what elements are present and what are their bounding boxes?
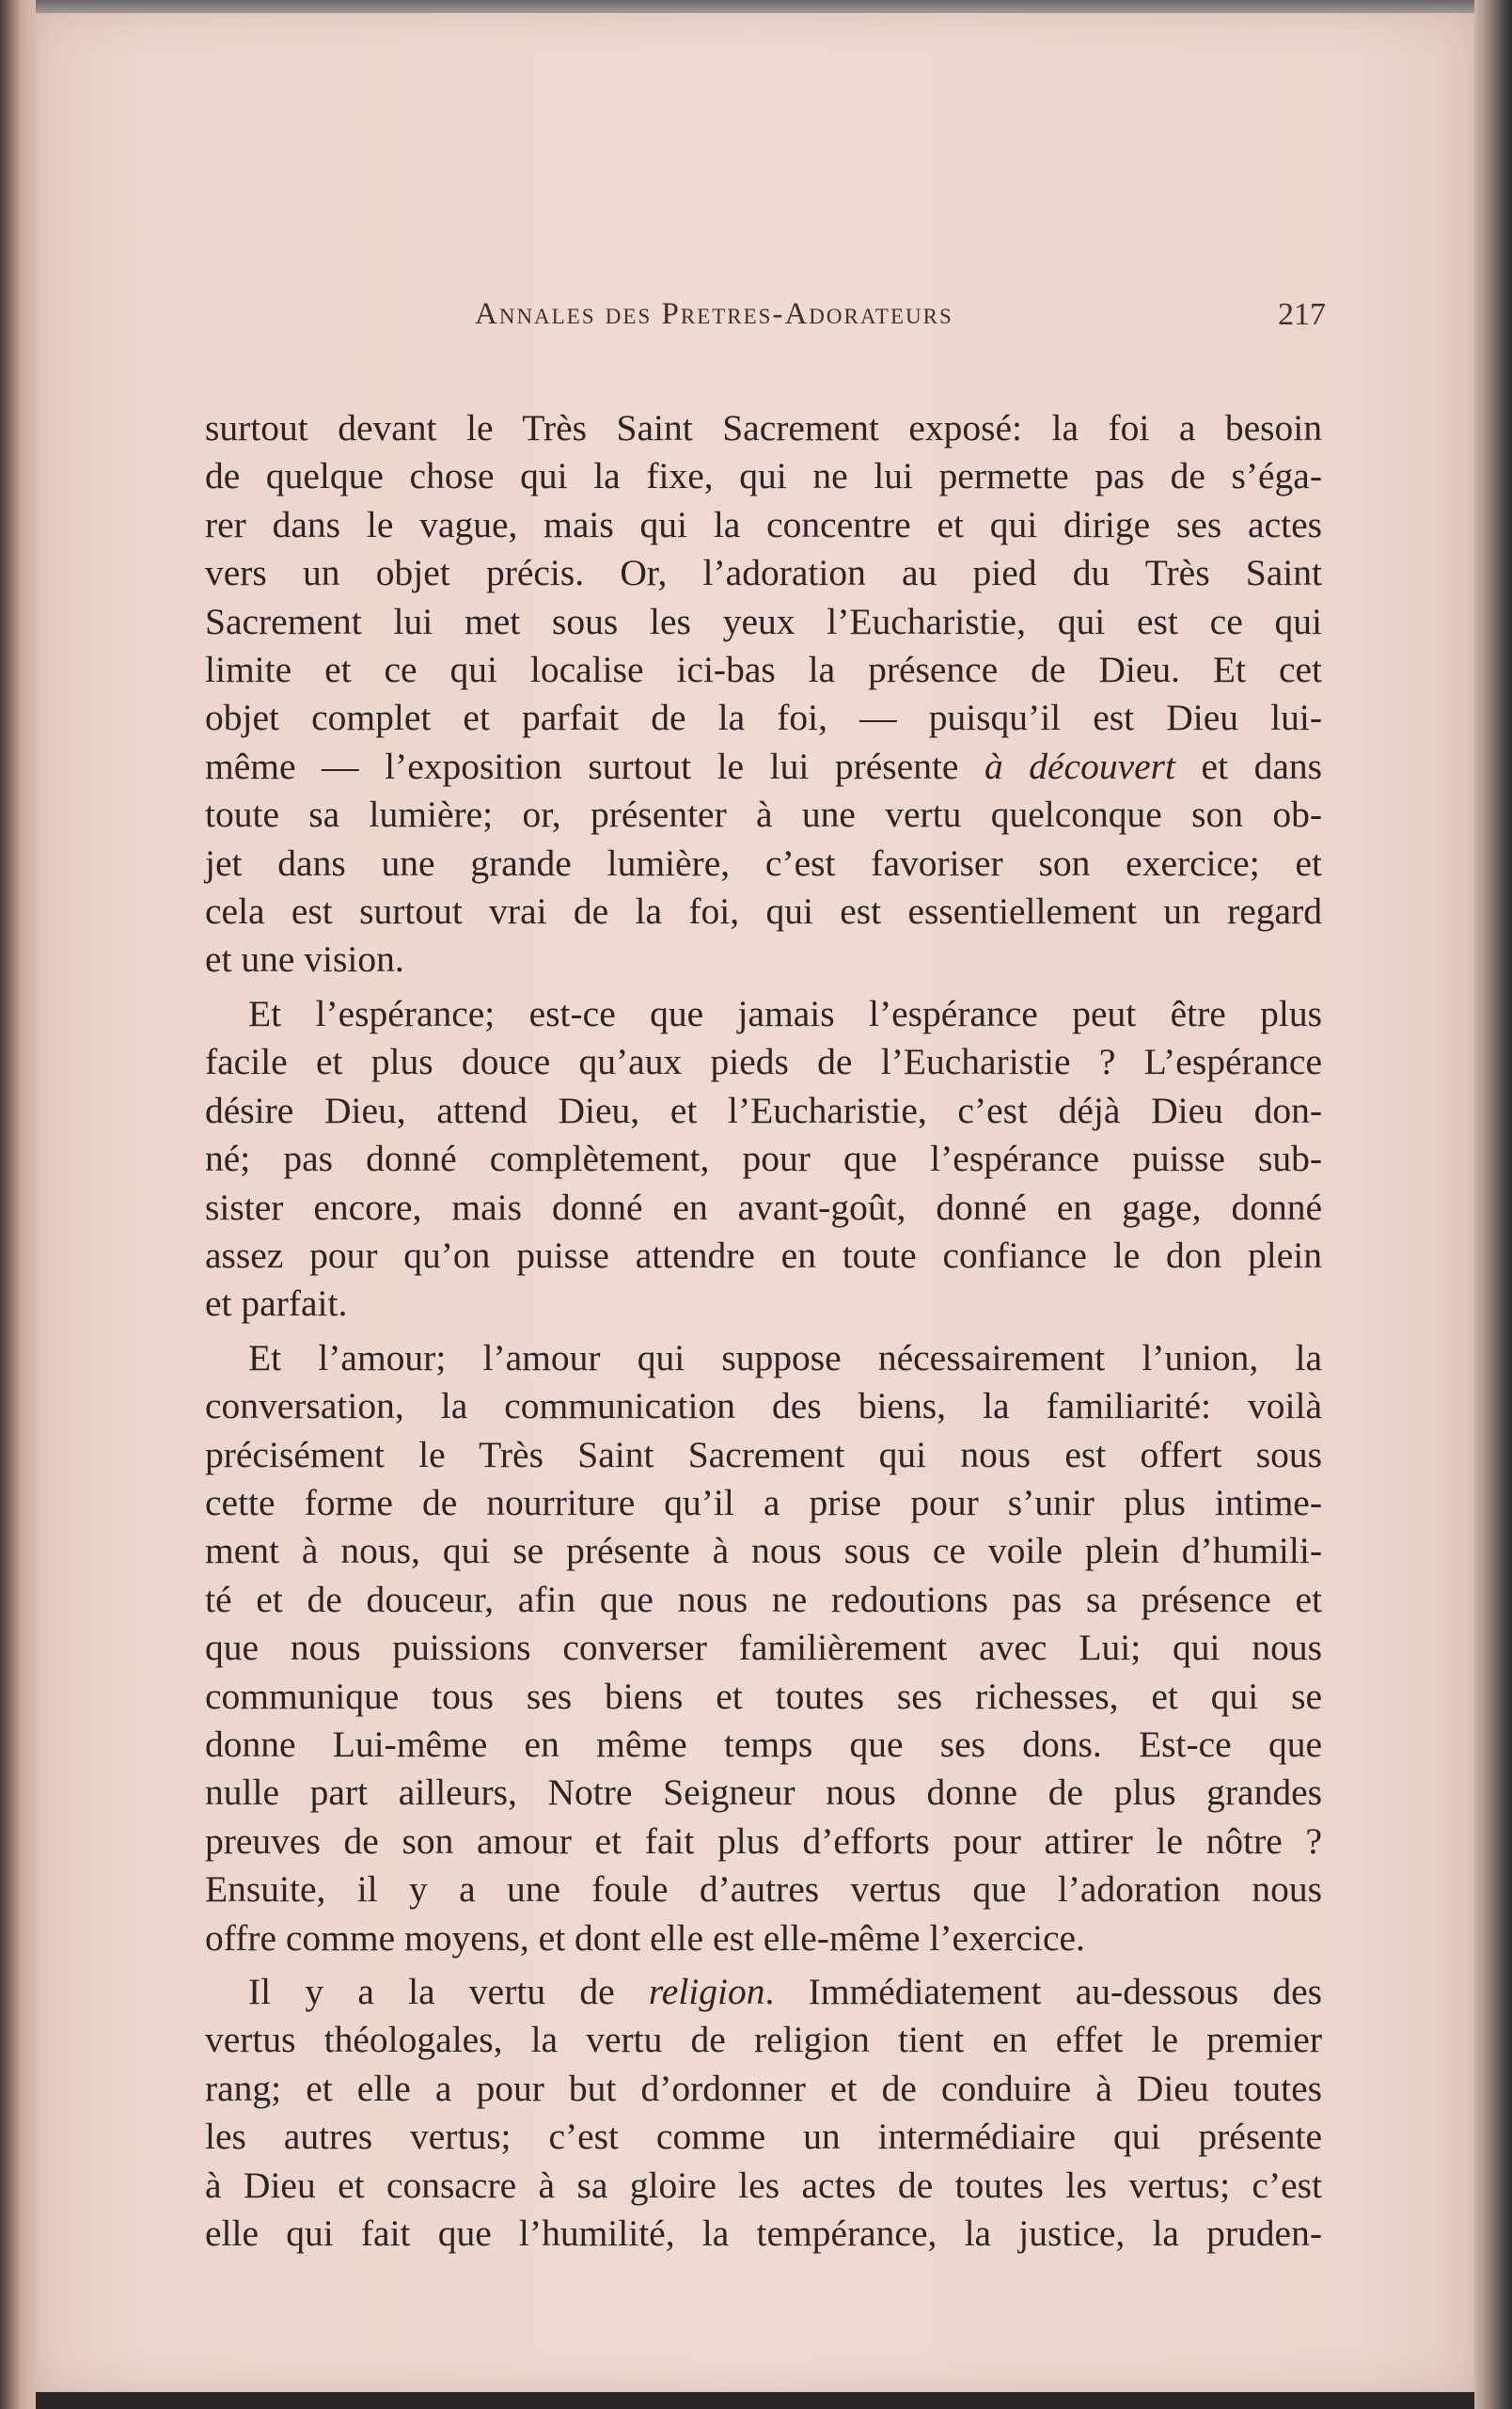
- text-line: conversation, la communication des biens, la familiarité: voilà: [205, 1385, 1322, 1427]
- text-line: les autres vertus; c’est comme un intermédiaire qui présente: [205, 2116, 1322, 2158]
- text-line-with-italic: [205, 743, 1322, 791]
- text-line: donne Lui-même en même temps que ses dons. Est-ce que: [205, 1723, 1322, 1765]
- text-segment: même — l’exposition surtout le lui présente: [205, 745, 984, 787]
- text-line: cette forme de nourriture qu’il a prise pour s’unir plus intime-: [205, 1481, 1322, 1523]
- text-line: ment à nous, qui se présente à nous sous ce voile plein d’humili-: [205, 1530, 1322, 1572]
- text-line: désire Dieu, attend Dieu, et l’Eucharistie, c’est déjà Dieu don-: [205, 1089, 1322, 1131]
- text-line: jet dans une grande lumière, c’est favoriser son exercice; et: [205, 842, 1322, 884]
- text-segment: Il y a la vertu de: [248, 1971, 649, 2012]
- right-page-edge: [1474, 0, 1512, 2409]
- text-line: et une vision.: [205, 938, 404, 981]
- page-number: 217: [1278, 297, 1326, 332]
- text-line: rer dans le vague, mais qui la concentre et qui dirige ses actes: [205, 503, 1322, 545]
- text-line: communique tous ses biens et toutes ses richesses, et qui se: [205, 1675, 1322, 1717]
- text-line: précisément le Très Saint Sacrement qui nous est offert sous: [205, 1433, 1322, 1475]
- paragraph: [205, 990, 1322, 1329]
- text-line: rang; et elle a pour but d’ordonner et de conduire à Dieu toutes: [205, 2067, 1322, 2109]
- text-line: Ensuite, il y a une foule d’autres vertus que l’adoration nous: [205, 1868, 1322, 1911]
- text-line: assez pour qu’on puisse attendre en toute confiance le don plein: [205, 1234, 1322, 1276]
- text-line: né; pas donné complètement, pour que l’espérance puisse sub-: [205, 1138, 1322, 1180]
- text-line: à Dieu et consacre à sa gloire les actes de toutes les vertus; c’est: [205, 2164, 1322, 2206]
- text-line: té et de douceur, afin que nous ne redoutions pas sa présence et: [205, 1578, 1322, 1620]
- text-segment: . Immédiatement au-dessous des: [764, 1971, 1322, 2012]
- italic-phrase: à découvert: [984, 745, 1175, 787]
- paragraph: [205, 404, 1322, 984]
- text-line: toute sa lumière; or, présenter à une vertu quelconque son ob-: [205, 794, 1322, 836]
- text-line: vers un objet précis. Or, l’adoration au pied du Très Saint: [205, 552, 1322, 594]
- paragraph: [205, 1968, 1322, 2258]
- italic-phrase: religion: [648, 1971, 765, 2012]
- running-title: Annales des Pretres-Adorateurs: [475, 297, 953, 331]
- text-segment: et dans: [1175, 745, 1322, 787]
- text-line: de quelque chose qui la fixe, qui ne lui permette pas de s’éga-: [205, 455, 1322, 497]
- paragraph: [205, 1334, 1322, 1962]
- text-line: cela est surtout vrai de la foi, qui est essentiellement un regard: [205, 890, 1322, 933]
- text-line: Et l’espérance; est-ce que jamais l’espérance peut être plus: [248, 992, 1322, 1034]
- text-line: surtout devant le Très Saint Sacrement exposé: la foi a besoin: [205, 407, 1322, 449]
- text-line: vertus théologales, la vertu de religion tient en effet le premier: [205, 2019, 1322, 2061]
- text-line: nulle part ailleurs, Notre Seigneur nous donne de plus grandes: [205, 1771, 1322, 1814]
- text-line: Et l’amour; l’amour qui suppose nécessairement l’union, la: [248, 1336, 1322, 1378]
- text-line: sister encore, mais donné en avant-goût, donné en gage, donné: [205, 1186, 1322, 1228]
- text-line: elle qui fait que l’humilité, la tempérance, la justice, la pruden-: [205, 2212, 1322, 2255]
- text-line: que nous puissions converser familièrement avec Lui; qui nous: [205, 1627, 1322, 1669]
- text-line: offre comme moyens, et dont elle est elle-même l’exercice.: [205, 1916, 1085, 1959]
- text-line: Sacrement lui met sous les yeux l’Eucharistie, qui est ce qui: [205, 600, 1322, 642]
- top-page-edge: [36, 0, 1474, 13]
- page-header: [216, 297, 1326, 344]
- text-line: et parfait.: [205, 1283, 348, 1325]
- body-text: [205, 404, 1322, 2263]
- text-line-with-italic: [205, 1968, 1322, 2016]
- text-line: preuves de son amour et fait plus d’efforts pour attirer le nôtre ?: [205, 1819, 1322, 1862]
- text-line: objet complet et parfait de la foi, — puisqu’il est Dieu lui-: [205, 697, 1322, 739]
- text-line: facile et plus douce qu’aux pieds de l’Eucharistie ? L’espérance: [205, 1041, 1322, 1083]
- book-spine-edge: [0, 0, 36, 2409]
- text-line: limite et ce qui localise ici-bas la présence de Dieu. Et cet: [205, 649, 1322, 691]
